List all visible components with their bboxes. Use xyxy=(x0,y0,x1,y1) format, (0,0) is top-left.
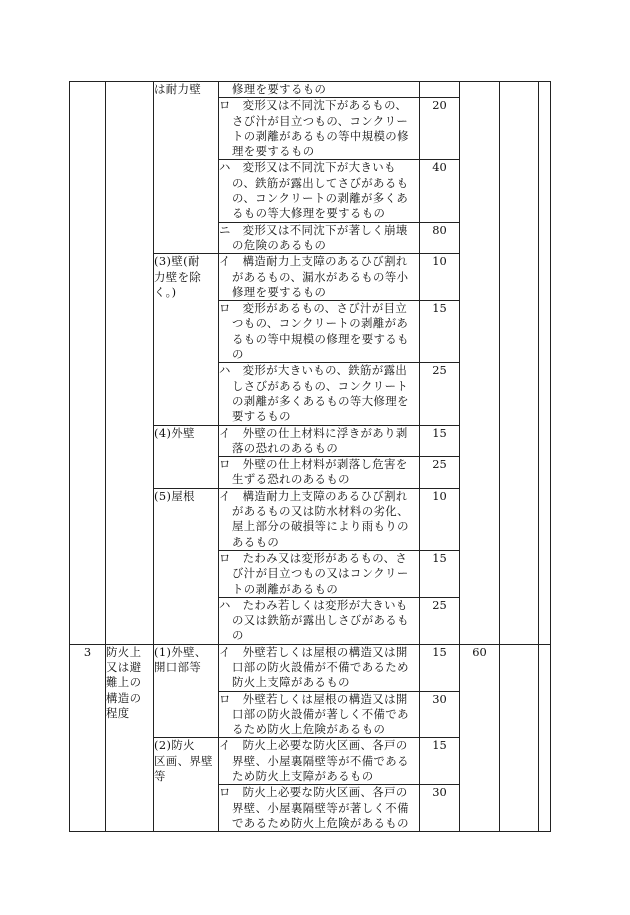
points-cell: 25 xyxy=(420,597,460,644)
criteria-cell: ロ 外壁の仕上材料が剥落し危害を 生ずる恐れのあるもの xyxy=(219,457,420,489)
points-cell: 30 xyxy=(420,691,460,738)
category-cell-empty xyxy=(106,82,154,645)
criteria-cell: イ 構造耐力上支障のあるひび割れ があるもの、漏水があるもの等小 修理を要するもの xyxy=(219,254,420,301)
criteria-cell: イ 防火上必要な防火区画、各戸の 界壁、小屋裏隔壁等が不備である ため防火上支障があるもの xyxy=(219,738,420,785)
criteria-cell: ロ 防火上必要な防火区画、各戸の 界壁、小屋裏隔壁等が著しく不備 であるため防火上危険があるもの xyxy=(219,785,420,832)
points-cell: 20 xyxy=(420,98,460,160)
remarks-cell-empty xyxy=(539,644,551,832)
item-group-bearing-wall xyxy=(154,82,219,254)
criteria-cell: ロ 変形があるもの、さび汁が目立 つもの、コンクリートの剥離があ るもの等中規模の修理を要するも の xyxy=(219,301,420,363)
points-cell: 80 xyxy=(420,222,460,254)
item-group-label: は耐力壁 xyxy=(154,82,202,96)
remarks-cell-empty xyxy=(539,82,551,645)
criteria-cell: イ 外壁の仕上材料に浮きがあり剥 落の恐れのあるもの xyxy=(219,425,420,457)
score-cell-empty xyxy=(500,644,539,832)
points-cell: 40 xyxy=(420,160,460,222)
score-cell-empty xyxy=(500,82,539,645)
points-cell: 15 xyxy=(420,550,460,597)
item-group-exterior-wall: (4)外壁 xyxy=(154,425,219,488)
points-cell: 25 xyxy=(420,457,460,489)
table-row xyxy=(70,82,551,98)
points-cell: 25 xyxy=(420,363,460,425)
points-cell: 15 xyxy=(420,301,460,363)
item-group-fire-compartment: (2)防火 区画、界壁 等 xyxy=(154,738,219,832)
points-cell xyxy=(420,82,460,98)
category-name: 防火上 又は避 難上の 構造の 程度 xyxy=(106,644,154,832)
max-points-cell-empty xyxy=(460,82,500,645)
points-cell: 15 xyxy=(420,425,460,457)
criteria-cell: イ 構造耐力上支障のあるひび割れ があるもの又は防水材料の劣化、 屋上部分の破損等により雨もりの あるもの xyxy=(219,488,420,550)
criteria-cell: ロ たわみ又は変形があるもの、さ び汁が目立つもの又はコンクリー トの剥離があるもの xyxy=(219,550,420,597)
criteria-cell: ハ 変形又は不同沈下が大きいも の、鉄筋が露出してさびがあるも の、コンクリートの剥離が多くあ るもの等大修理を要するもの xyxy=(219,160,420,222)
points-cell: 15 xyxy=(420,738,460,785)
criteria-cell: イ 外壁若しくは屋根の構造又は開 口部の防火設備が不備であるため 防火上支障があるもの xyxy=(219,644,420,691)
criteria-cell: ハ 変形が大きいもの、鉄筋が露出 しさびがあるもの、コンクリート の剥離が多くあるもの等大修理を 要するもの xyxy=(219,363,420,425)
points-cell: 15 xyxy=(420,644,460,691)
table-row xyxy=(70,644,551,691)
assessment-table xyxy=(69,81,551,832)
item-group-wall: (3)壁(耐 力壁を除 く。) xyxy=(154,254,219,425)
criteria-cell: 修理を要するもの xyxy=(219,82,420,98)
item-group-roof: (5)屋根 xyxy=(154,488,219,644)
max-points-cell: 60 xyxy=(460,644,500,832)
criteria-cell: ニ 変形又は不同沈下が著しく崩壊 の危険のあるもの xyxy=(219,222,420,254)
number-cell-empty xyxy=(70,82,106,645)
criteria-cell: ロ 外壁若しくは屋根の構造又は開 口部の防火設備が著しく不備であ るため防火上危険があるもの xyxy=(219,691,420,738)
points-cell: 10 xyxy=(420,254,460,301)
points-cell: 30 xyxy=(420,785,460,832)
category-number: 3 xyxy=(70,644,106,832)
criteria-cell: ハ たわみ若しくは変形が大きいも の又は鉄筋が露出しさびがあるも の xyxy=(219,597,420,644)
item-group-openings: (1)外壁、 開口部等 xyxy=(154,644,219,738)
criteria-cell: ロ 変形又は不同沈下があるもの、 さび汁が目立つもの、コンクリー トの剥離があるもの等中規模の修 理を要するもの xyxy=(219,98,420,160)
points-cell: 10 xyxy=(420,488,460,550)
